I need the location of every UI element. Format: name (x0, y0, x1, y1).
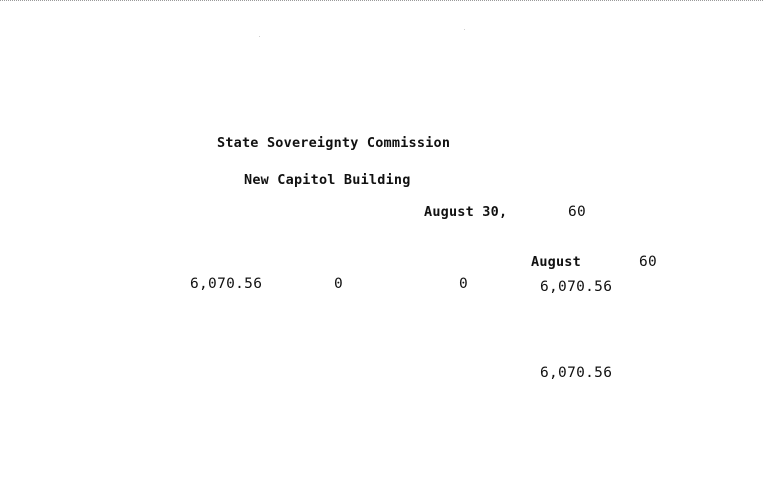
ledger-total: 6,070.56 (540, 365, 613, 381)
scan-speck (259, 36, 260, 37)
ledger-amount-2: 0 (334, 276, 344, 292)
scan-top-edge (0, 0, 763, 2)
scan-speck (464, 29, 465, 30)
agency-address: New Capitol Building (244, 172, 411, 188)
ledger-amount-3: 0 (459, 276, 469, 292)
period-year: 60 (639, 254, 658, 270)
agency-name: State Sovereignty Commission (217, 135, 451, 151)
document-date-year: 60 (568, 204, 587, 220)
period-month: August (531, 254, 581, 270)
ledger-amount-4: 6,070.56 (540, 279, 613, 295)
document-date: August 30, (424, 204, 508, 220)
ledger-amount-1: 6,070.56 (190, 276, 263, 292)
